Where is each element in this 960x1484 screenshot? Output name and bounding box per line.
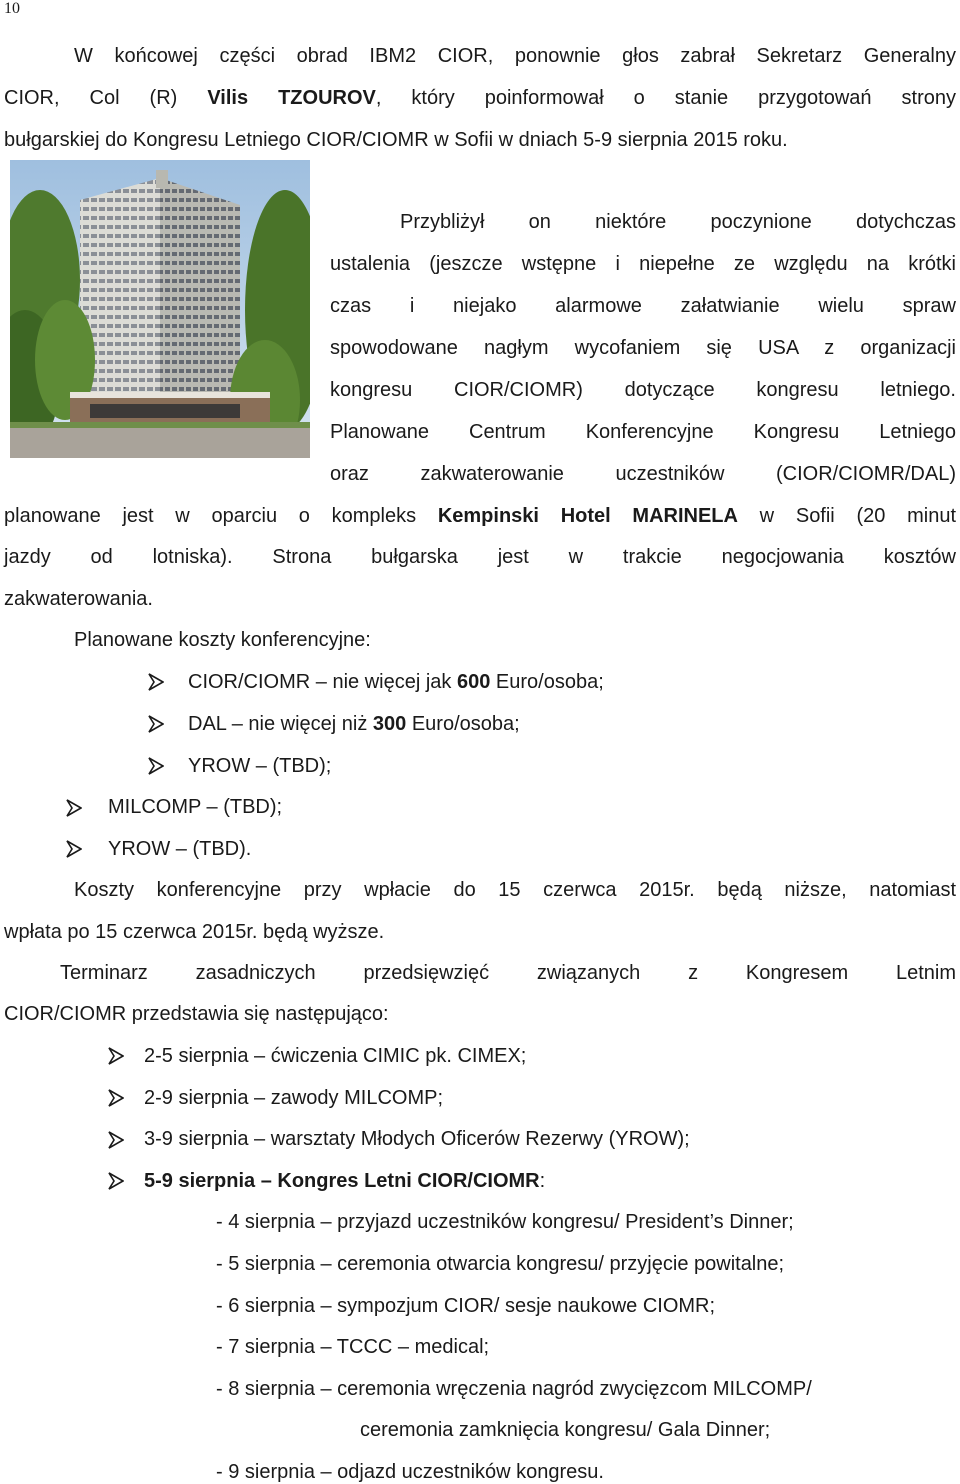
wrap-line-5: kongresu CIOR/CIOMR) dotyczące kongresu letniego.: [330, 379, 956, 401]
cost-item-yrow: YROW – (TBD);: [188, 755, 332, 777]
wrap-line-7: oraz zakwaterowanie uczestników (CIOR/CIOMR/DAL): [330, 463, 956, 485]
costs-note-line-2: wpłata po 15 czerwca 2015r. będą wyższe.: [4, 921, 385, 943]
arrowhead-bullet-icon: [148, 715, 164, 733]
costs-heading: Planowane koszty konferencyjne:: [74, 629, 371, 651]
schedule-intro-line-1: Terminarz zasadniczych przedsięwzięć związanych z Kongresem Letnim: [60, 962, 956, 984]
schedule-item-cimic: 2-5 sierpnia – ćwiczenia CIMIC pk. CIMEX;: [144, 1045, 527, 1067]
congress-day-5: - 5 sierpnia – ceremonia otwarcia kongresu/ przyjęcie powitalne;: [216, 1253, 785, 1275]
congress-day-7: - 7 sierpnia – TCCC – medical;: [216, 1336, 490, 1358]
intro-line-1: W końcowej części obrad IBM2 CIOR, ponownie głos zabrał Sekretarz Generalny: [74, 45, 956, 67]
congress-day-4: - 4 sierpnia – przyjazd uczestników kongresu/ President’s Dinner;: [216, 1211, 794, 1233]
cost-item-dal: DAL – nie więcej niż 300 Euro/osoba;: [188, 713, 520, 735]
arrowhead-bullet-icon: [148, 673, 164, 691]
wrap-line-10: zakwaterowania.: [4, 588, 153, 610]
arrowhead-bullet-icon: [108, 1089, 124, 1107]
congress-day-9: - 9 sierpnia – odjazd uczestników kongresu.: [216, 1461, 604, 1483]
wrap-line-1: Przybliżył on niektóre poczynione dotychczas: [400, 211, 956, 233]
schedule-intro-line-2: CIOR/CIOMR przedstawia się następująco:: [4, 1003, 389, 1025]
arrowhead-bullet-icon: [108, 1047, 124, 1065]
wrap-line-8: planowane jest w oparciu o kompleks Kempinski Hotel MARINELA w Sofii (20 minut: [4, 505, 957, 527]
wrap-line-3: czas i niejako alarmowe załatwianie wielu spraw: [330, 295, 956, 317]
hotel-photo: [10, 160, 310, 458]
arrowhead-bullet-icon: [108, 1131, 124, 1149]
wrap-line-6: Planowane Centrum Konferencyjne Kongresu Letniego: [330, 421, 956, 443]
wrap-line-2: ustalenia (jeszcze wstępne i niepełne ze względu na krótki: [330, 253, 956, 275]
schedule-item-congress: 5-9 sierpnia – Kongres Letni CIOR/CIOMR:: [144, 1170, 546, 1192]
arrowhead-bullet-icon: [66, 840, 82, 858]
intro-line-2: CIOR, Col (R) Vilis TZOUROV, który poinformował o stanie przygotowań strony: [4, 87, 957, 109]
arrowhead-bullet-icon: [66, 799, 82, 817]
page-number: 10: [4, 0, 20, 17]
congress-day-6: - 6 sierpnia – sympozjum CIOR/ sesje naukowe CIOMR;: [216, 1295, 716, 1317]
costs-note-line-1: Koszty konferencyjne przy wpłacie do 15 czerwca 2015r. będą niższe, natomiast: [74, 879, 956, 901]
cost-item-yrow-2: YROW – (TBD).: [108, 838, 252, 860]
schedule-item-milcomp: 2-9 sierpnia – zawody MILCOMP;: [144, 1087, 444, 1109]
cost-item-cior: CIOR/CIOMR – nie więcej jak 600 Euro/osoba;: [188, 671, 604, 693]
congress-day-8-continued: ceremonia zamknięcia kongresu/ Gala Dinner;: [360, 1419, 771, 1441]
wrap-line-9: jazdy od lotniska). Strona bułgarska jest w trakcie negocjowania kosztów: [4, 546, 956, 568]
wrap-line-4: spowodowane nagłym wycofaniem się USA z organizacji: [330, 337, 956, 359]
congress-day-8: - 8 sierpnia – ceremonia wręczenia nagród zwycięzcom MILCOMP/: [216, 1378, 812, 1400]
cost-item-milcomp: MILCOMP – (TBD);: [108, 796, 283, 818]
arrowhead-bullet-icon: [108, 1172, 124, 1190]
arrowhead-bullet-icon: [148, 757, 164, 775]
schedule-item-yrow: 3-9 sierpnia – warsztaty Młodych Oficerów Rezerwy (YROW);: [144, 1128, 690, 1150]
intro-line-3: bułgarskiej do Kongresu Letniego CIOR/CIOMR w Sofii w dniach 5-9 sierpnia 2015 roku.: [4, 129, 788, 151]
